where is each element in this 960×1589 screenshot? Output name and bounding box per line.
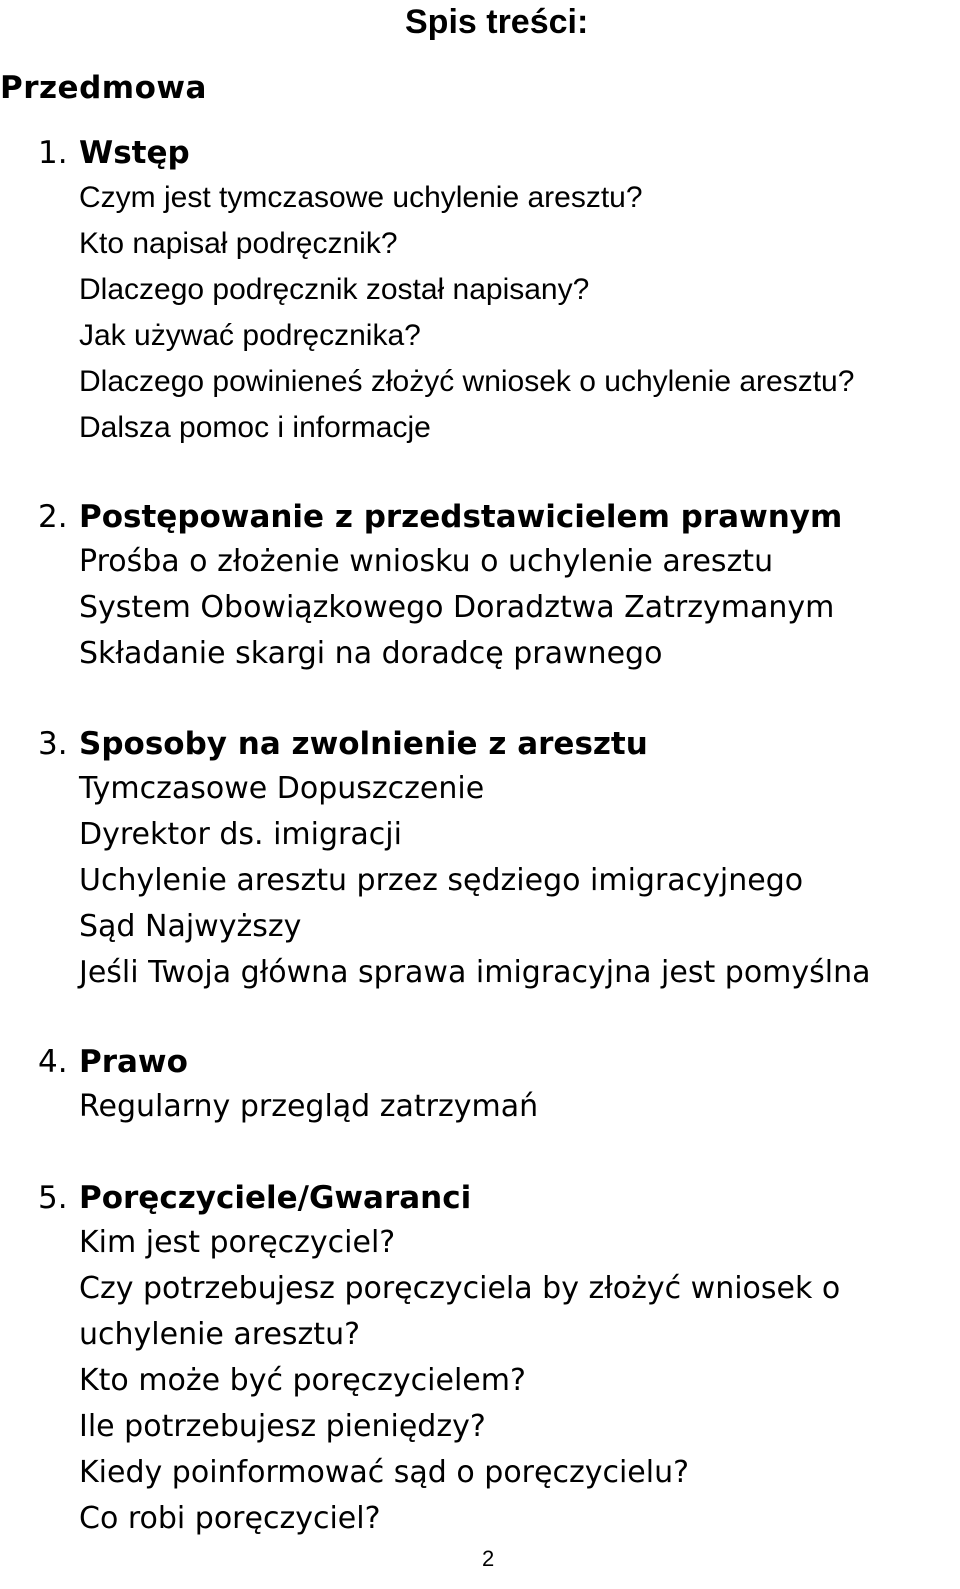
section-number: 1. (38, 135, 68, 171)
section-heading (38, 1040, 958, 1084)
toc-item: Składanie skargi na doradcę prawnego (79, 636, 663, 671)
toc-item: Prośba o złożenie wniosku o uchylenie aresztu (79, 544, 774, 579)
toc-section-5 (38, 1176, 958, 1542)
toc-item: Dlaczego podręcznik został napisany? (79, 273, 590, 306)
toc-item: Co robi poręczyciel? (79, 1501, 381, 1536)
toc-section-4 (38, 1040, 958, 1130)
toc-item: Regularny przegląd zatrzymań (79, 1089, 539, 1124)
toc-section-2 (38, 495, 958, 677)
toc-item: Ile potrzebujesz pieniędzy? (79, 1409, 486, 1444)
section-number: 5. (38, 1180, 68, 1216)
section-number: 2. (38, 499, 68, 535)
section-title: Poręczyciele/Gwaranci (79, 1180, 472, 1216)
section-title: Postępowanie z przedstawicielem prawnym (79, 499, 843, 535)
section-title: Sposoby na zwolnienie z aresztu (79, 726, 648, 762)
section-number: 4. (38, 1044, 68, 1080)
section-heading (38, 1176, 958, 1220)
toc-item: Tymczasowe Dopuszczenie (79, 771, 485, 806)
toc-preface: Przedmowa (0, 70, 207, 106)
toc-item: Dyrektor ds. imigracji (79, 817, 402, 852)
section-items (38, 1084, 958, 1130)
toc-section-1 (38, 131, 958, 451)
section-number: 3. (38, 726, 68, 762)
toc-item: Dlaczego powinieneś złożyć wniosek o uchylenie aresztu? (79, 365, 855, 398)
toc-item: Kiedy poinformować sąd o poręczycielu? (79, 1455, 690, 1490)
page-number: 2 (482, 1546, 495, 1571)
section-items (38, 766, 958, 996)
section-title: Prawo (79, 1044, 188, 1080)
toc-section-3 (38, 722, 958, 996)
section-items (38, 539, 958, 677)
toc-item: Czy potrzebujesz poręczyciela by złożyć wniosek o uchylenie aresztu? (79, 1271, 841, 1352)
toc-item: Jeśli Twoja główna sprawa imigracyjna jest pomyślna (79, 955, 871, 990)
toc-item: Kto napisał podręcznik? (79, 227, 398, 260)
section-heading (38, 722, 958, 766)
toc-item: Czym jest tymczasowe uchylenie aresztu? (79, 181, 643, 214)
toc-item: Kto może być poręczycielem? (79, 1363, 526, 1398)
section-items (38, 1220, 958, 1542)
toc-item: Dalsza pomoc i informacje (79, 411, 431, 444)
section-title: Wstęp (79, 135, 190, 171)
section-heading (38, 495, 958, 539)
section-items (38, 175, 958, 451)
section-heading (38, 131, 958, 175)
toc-item: Kim jest poręczyciel? (79, 1225, 396, 1260)
toc-item: System Obowiązkowego Doradztwa Zatrzymanym (79, 590, 835, 625)
page-title: Spis treści: (405, 3, 589, 41)
toc-item: Jak używać podręcznika? (79, 319, 421, 352)
toc-item: Uchylenie aresztu przez sędziego imigracyjnego (79, 863, 804, 898)
toc-item: Sąd Najwyższy (79, 909, 302, 944)
